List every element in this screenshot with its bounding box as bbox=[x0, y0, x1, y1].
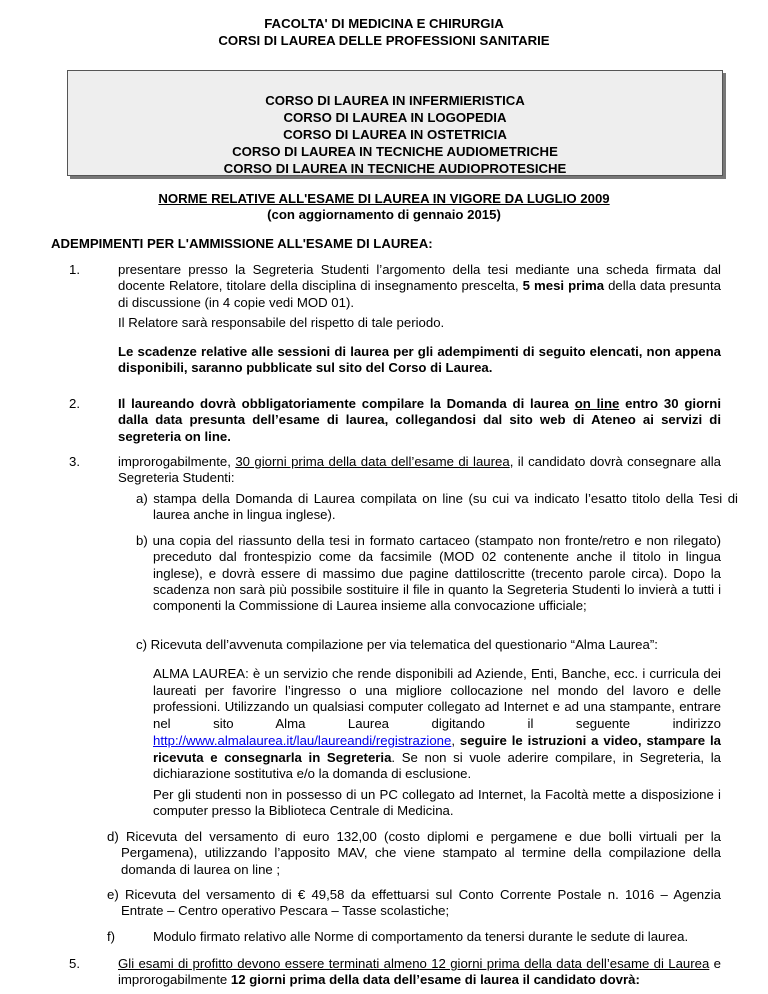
item-3b: b) una copia del riassunto della tesi in formato cartaceo (stampato non fronte/retro e non rilegato) preceduto dal frontespizio come da facsimile (MOD 02 contenente anche il titolo in lingua inglese), e dovrà essere di massimo due pagine dattiloscritte (trecento parole circa). Dopo la scadenza non sarà più possibile sostituire il file in quanto la Segreteria Studenti lo invierà a tutti i componenti la Commissione di Laurea insieme alla convocazione ufficiale; bbox=[136, 533, 721, 614]
item-number: 2. bbox=[69, 396, 80, 411]
item-3a: a) stampa della Domanda di Laurea compilata on line (su cui va indicato l’esatto titolo della Tesi di laurea anche in lingua inglese). bbox=[136, 491, 738, 523]
course-item: CORSO DI LAUREA IN OSTETRICIA bbox=[283, 127, 507, 142]
courses-box bbox=[67, 70, 723, 176]
faculty-subtitle: CORSI DI LAUREA DELLE PROFESSIONI SANITARIE bbox=[218, 33, 550, 48]
item-number: 1. bbox=[69, 262, 80, 277]
item-number: 3. bbox=[69, 454, 80, 469]
almalaurea-link[interactable]: http://www.almalaurea.it/lau/laureandi/registrazione bbox=[153, 732, 452, 748]
section-title: ADEMPIMENTI PER L'AMMISSIONE ALL'ESAME DI LAUREA: bbox=[51, 236, 433, 251]
norme-title: NORME RELATIVE ALL'ESAME DI LAUREA IN VIGORE DA LUGLIO 2009 bbox=[158, 191, 610, 206]
course-item: CORSO DI LAUREA IN TECNICHE AUDIOMETRICHE bbox=[232, 144, 558, 159]
item-3f-label: f) bbox=[107, 929, 116, 944]
item-3f: Modulo firmato relativo alle Norme di comportamento da tenersi durante le sedute di laurea. bbox=[153, 929, 689, 944]
item-number: 5. bbox=[69, 956, 80, 971]
norme-subtitle: (con aggiornamento di gennaio 2015) bbox=[267, 207, 501, 222]
course-item: CORSO DI LAUREA IN LOGOPEDIA bbox=[283, 110, 507, 125]
alma-laurea-description: ALMA LAUREA: è un servizio che rende disponibili ad Aziende, Enti, Banche, ecc. i curricula dei laureati per favorire l’ingresso o una migliore collocazione nel mondo del lavoro e delle professioni. Utilizzando un qualsiasi computer collegato ad Internet e ad una stampante, entrare nel sito Alma Laurea digitando il seguente indirizzo http://www.almalaurea.it/lau/laureandi/registrazione, seguire le istruzioni a video, stampare la ricevuta e consegnarla in Segreteria. Se non si vuole aderire compilare, in Segreteria, la dichiarazione sostitutiva e/o la domanda di esclusione. bbox=[153, 666, 721, 782]
course-item: CORSO DI LAUREA IN INFERMIERISTICA bbox=[265, 93, 525, 108]
item-3d: d) Ricevuta del versamento di euro 132,00 (costo diplomi e pergamene e due bolli virtuali per la Pergamena), utilizzando l’apposito MAV, che viene stampato al termine della compilazione della domanda di laurea on line ; bbox=[107, 829, 721, 877]
item-5-text: Gli esami di profitto devono essere terminati almeno 12 giorni prima della data dell’esame di Laurea e improrogabilmente 12 giorni prima della data dell’esame di laurea il candidato dovrà: bbox=[118, 956, 721, 988]
item-2-text: Il laureando dovrà obbligatoriamente compilare la Domanda di laurea on line entro 30 giorni dalla data presunta dell’esame di laurea, collegandosi dal sito web di Ateneo ai servizi di segreteria on line. bbox=[118, 396, 721, 444]
faculty-name: FACOLTA' DI MEDICINA E CHIRURGIA bbox=[264, 16, 504, 31]
item-1-scadenze: Le scadenze relative alle sessioni di laurea per gli adempimenti di seguito elencati, non appena disponibili, saranno pubblicate sul sito del Corso di Laurea. bbox=[118, 344, 721, 376]
norme-heading bbox=[0, 191, 768, 223]
item-3c: c) Ricevuta dell’avvenuta compilazione per via telematica del questionario “Alma Laurea”: bbox=[136, 637, 658, 652]
item-3-text: improrogabilmente, 30 giorni prima della data dell’esame di laurea, il candidato dovrà consegnare alla Segreteria Studenti: bbox=[118, 454, 721, 486]
course-item: CORSO DI LAUREA IN TECNICHE AUDIOPROTESICHE bbox=[223, 161, 567, 176]
item-1-relatore: Il Relatore sarà responsabile del rispetto di tale periodo. bbox=[118, 315, 445, 330]
item-1-text: presentare presso la Segreteria Studenti l’argomento della tesi mediante una scheda firmata dal docente Relatore, titolare della disciplina di insegnamento prescelta, 5 mesi prima della data presunta di discussione (in 4 copie vedi MOD 01). bbox=[118, 262, 721, 310]
alma-pc-note: Per gli studenti non in possesso di un PC collegato ad Internet, la Facoltà mette a disposizione i computer presso la Biblioteca Centrale di Medicina. bbox=[153, 787, 721, 819]
item-3e: e) Ricevuta del versamento di € 49,58 da effettuarsi sul Conto Corrente Postale n. 1016 – Agenzia Entrate – Centro operativo Pescara – Tasse scolastiche; bbox=[107, 887, 721, 919]
faculty-header bbox=[0, 15, 768, 49]
